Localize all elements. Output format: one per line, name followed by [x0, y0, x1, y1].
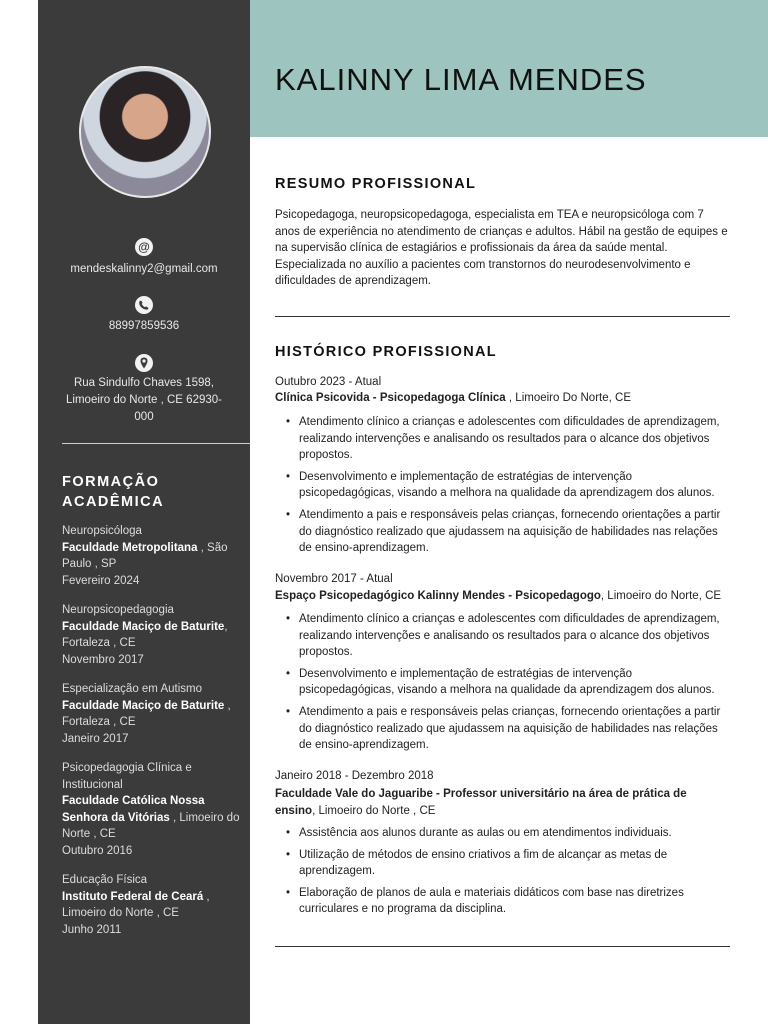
- edu-institution: Instituto Federal de Ceará: [62, 890, 204, 903]
- education-item: [62, 760, 242, 859]
- edu-date: Fevereiro 2024: [62, 574, 140, 587]
- edu-institution: Faculdade Maciço de Baturite: [62, 620, 225, 633]
- edu-institution: Faculdade Metropolitana: [62, 541, 198, 554]
- email-text: mendeskalinny2@gmail.com: [70, 263, 218, 275]
- job-bullets: [275, 611, 730, 754]
- job-date: Outubro 2023 - Atual: [275, 376, 382, 388]
- edu-institution: Faculdade Maciço de Baturite: [62, 699, 225, 712]
- job-date: Janeiro 2018 - Dezembro 2018: [275, 770, 434, 782]
- job-bullets: [275, 414, 730, 557]
- edu-location: , São Paulo , SP: [62, 541, 228, 570]
- section-divider: [275, 316, 730, 317]
- edu-course: Especialização em Autismo: [62, 683, 202, 695]
- list-item: • Utilização de métodos de ensino criativos a fim de alcançar as metas de aprendizagem.: [275, 847, 730, 880]
- edu-location: , Limoeiro do Norte , CE: [62, 811, 240, 840]
- section-divider: [275, 946, 730, 947]
- address-text: [38, 375, 250, 426]
- address-line-3: 000: [134, 411, 154, 423]
- phone-text: 88997859536: [108, 320, 180, 332]
- education-item: [62, 602, 242, 668]
- edu-course: Neuropsicopedagogia: [62, 604, 174, 616]
- edu-location: , Limoeiro do Norte , CE: [62, 890, 210, 919]
- education-item: [62, 872, 242, 938]
- list-item: • Assistência aos alunos durante as aulas ou em atendimentos individuais.: [275, 825, 730, 842]
- profile-photo: [79, 66, 211, 198]
- at-icon: @: [135, 238, 153, 256]
- education-heading: FORMAÇÃO ACADÊMICA: [62, 474, 165, 510]
- job-date: Novembro 2017 - Atual: [275, 573, 393, 585]
- job-title: Faculdade Vale do Jaguaribe - Professor universitário na área de prática de ensino, Limoeiro do Norte , CE: [275, 788, 687, 817]
- edu-institution: Faculdade Católica Nossa Senhora da Vitórias: [62, 795, 205, 824]
- sidebar-divider: [62, 443, 250, 444]
- address-line-1: Rua Sindulfo Chaves 1598,: [73, 377, 214, 389]
- candidate-name: KALINNY LIMA MENDES: [275, 62, 647, 97]
- history-heading: HISTÓRICO PROFISSIONAL: [275, 344, 497, 360]
- edu-date: Junho 2011: [62, 923, 122, 936]
- edu-location: , Fortaleza , CE: [62, 620, 228, 649]
- list-item: • Desenvolvimento e implementação de estratégias de intervenção psicopedagógicas, visando a melhora na qualidade da aprendizagem dos alunos.: [275, 469, 730, 502]
- edu-date: Outubro 2016: [62, 844, 133, 857]
- phone-icon: [135, 296, 153, 314]
- location-pin-icon: [135, 354, 153, 372]
- edu-date: Novembro 2017: [62, 653, 144, 666]
- edu-date: Janeiro 2017: [62, 732, 129, 745]
- job-bullets: [275, 825, 730, 918]
- address-line-2: Limoeiro do Norte , CE 62930-: [66, 394, 222, 406]
- list-item: • Atendimento clínico a crianças e adolescentes com dificuldades de aprendizagem, realizando intervenções e analisando os resultados para o alcance dos objetivos propostos.: [275, 611, 730, 661]
- list-item: • Atendimento a pais e responsáveis pelas crianças, fornecendo orientações a partir do diagnóstico realizado que ajudassem na aquisição de habilidades nas relações de ensino-aprendizagem.: [275, 704, 730, 754]
- job-title: Espaço Psicopedagógico Kalinny Mendes - Psicopedagogo, Limoeiro do Norte, CE: [275, 590, 722, 602]
- list-item: • Atendimento a pais e responsáveis pelas crianças, fornecendo orientações a partir do diagnóstico realizado que ajudassem na aquisição de habilidades nas relações de ensino-aprendizagem.: [275, 507, 730, 557]
- sidebar: [38, 0, 250, 1024]
- education-item: [62, 681, 242, 747]
- list-item: • Elaboração de planos de aula e materiais didáticos com base nas diretrizes curriculares e no programa da disciplina.: [275, 885, 730, 918]
- edu-course: Psicopedagogia Clínica e Institucional: [62, 762, 192, 791]
- summary-text: Psicopedagoga, neuropsicopedagoga, especialista em TEA e neuropsicóloga com 7 anos de experiência no atendimento de crianças e adultos. Hábil na gestão de equipes e na supervisão clínica de estagiários e profissionais da área da saúde mental. Especializada no auxílio a pacientes com transtornos do neurodesenvolvimento e dificuldades de aprendizagem.: [275, 209, 728, 288]
- job-title: Clínica Psicovida - Psicopedagoga Clínica , Limoeiro Do Norte, CE: [275, 392, 631, 404]
- education-item: [62, 523, 242, 589]
- summary-heading: RESUMO PROFISSIONAL: [275, 176, 477, 192]
- edu-location: , Fortaleza , CE: [62, 699, 231, 728]
- edu-course: Educação Física: [62, 874, 148, 886]
- edu-course: Neuropsicóloga: [62, 525, 142, 537]
- list-item: • Desenvolvimento e implementação de estratégias de intervenção psicopedagógicas, visando a melhora na qualidade da aprendizagem dos alunos.: [275, 666, 730, 699]
- list-item: • Atendimento clínico a crianças e adolescentes com dificuldades de aprendizagem, realizando intervenções e analisando os resultados para o alcance dos objetivos propostos.: [275, 414, 730, 464]
